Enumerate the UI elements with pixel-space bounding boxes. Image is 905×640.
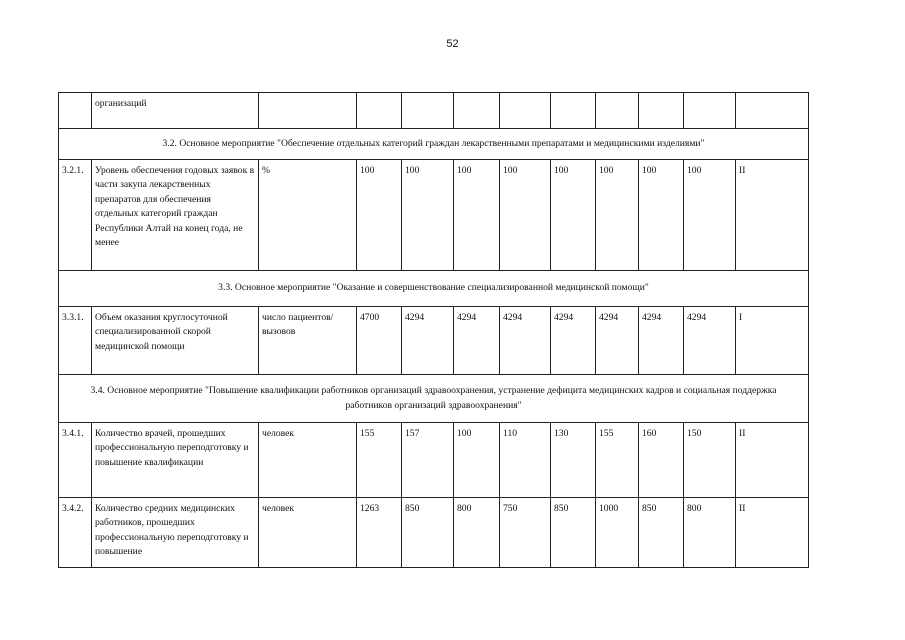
name-cell: организаций	[92, 93, 259, 129]
code-cell: 3.4.1.	[59, 423, 92, 498]
value-cell: 100	[684, 160, 736, 271]
value-cell: 4294	[596, 307, 639, 375]
value-cell: 800	[684, 498, 736, 568]
value-cell: 4294	[402, 307, 454, 375]
value-cell: 4294	[684, 307, 736, 375]
section-row-3-2	[59, 129, 809, 160]
type-cell: II	[736, 498, 809, 568]
section-row-3-3	[59, 271, 809, 307]
name-cell: Количество врачей, прошедших профессиональную переподготовку и повышение квалификации	[92, 423, 259, 498]
value-cell	[551, 93, 596, 129]
section-title: 3.4. Основное мероприятие "Повышение квалификации работников организаций здравоохранения, устранение дефицита медицинских кадров и социальная поддержка работников организаций здравоохранения"	[59, 375, 809, 423]
code-cell: 3.2.1.	[59, 160, 92, 271]
value-cell	[639, 93, 684, 129]
value-cell: 100	[551, 160, 596, 271]
value-cell: 800	[454, 498, 500, 568]
value-cell: 100	[500, 160, 551, 271]
type-cell: II	[736, 160, 809, 271]
value-cell	[402, 93, 454, 129]
unit-cell	[259, 93, 357, 129]
value-cell: 100	[454, 423, 500, 498]
value-cell	[684, 93, 736, 129]
unit-cell: %	[259, 160, 357, 271]
value-cell: 750	[500, 498, 551, 568]
value-cell: 100	[402, 160, 454, 271]
value-cell: 850	[402, 498, 454, 568]
value-cell	[357, 93, 402, 129]
indicator-row-3-2-1	[59, 160, 809, 271]
name-cell: Уровень обеспечения годовых заявок в части закупа лекарственных препаратов для обеспечения отдельных категорий граждан Республики Алтай на конец года, не менее	[92, 160, 259, 271]
unit-cell: человек	[259, 498, 357, 568]
section-title: 3.2. Основное мероприятие "Обеспечение отдельных категорий граждан лекарственными препаратами и медицинскими изделиями"	[59, 129, 809, 160]
value-cell: 850	[551, 498, 596, 568]
section-row-3-4	[59, 375, 809, 423]
indicators-table	[58, 92, 809, 568]
unit-cell: число пациентов/вызовов	[259, 307, 357, 375]
value-cell: 160	[639, 423, 684, 498]
value-cell: 4700	[357, 307, 402, 375]
code-cell: 3.4.2.	[59, 498, 92, 568]
indicator-row-3-4-2	[59, 498, 809, 568]
continuation-row	[59, 93, 809, 129]
value-cell: 4294	[639, 307, 684, 375]
type-cell: I	[736, 307, 809, 375]
value-cell: 157	[402, 423, 454, 498]
value-cell: 1263	[357, 498, 402, 568]
value-cell: 1000	[596, 498, 639, 568]
value-cell: 155	[596, 423, 639, 498]
value-cell: 155	[357, 423, 402, 498]
value-cell: 4294	[500, 307, 551, 375]
value-cell: 100	[357, 160, 402, 271]
value-cell: 150	[684, 423, 736, 498]
name-cell: Количество средних медицинских работников, прошедших профессиональную переподготовку и повышение	[92, 498, 259, 568]
value-cell: 100	[454, 160, 500, 271]
section-title: 3.3. Основное мероприятие "Оказание и совершенствование специализированной медицинской помощи"	[59, 271, 809, 307]
indicator-row-3-3-1	[59, 307, 809, 375]
page-number: 52	[446, 38, 459, 50]
code-cell: 3.3.1.	[59, 307, 92, 375]
unit-cell: человек	[259, 423, 357, 498]
value-cell: 130	[551, 423, 596, 498]
name-cell: Объем оказания круглосуточной специализированной скорой медицинской помощи	[92, 307, 259, 375]
type-cell	[736, 93, 809, 129]
value-cell: 4294	[454, 307, 500, 375]
indicator-row-3-4-1	[59, 423, 809, 498]
value-cell	[454, 93, 500, 129]
value-cell: 100	[596, 160, 639, 271]
value-cell	[500, 93, 551, 129]
value-cell	[596, 93, 639, 129]
value-cell: 4294	[551, 307, 596, 375]
value-cell: 850	[639, 498, 684, 568]
code-cell	[59, 93, 92, 129]
value-cell: 100	[639, 160, 684, 271]
type-cell: II	[736, 423, 809, 498]
value-cell: 110	[500, 423, 551, 498]
